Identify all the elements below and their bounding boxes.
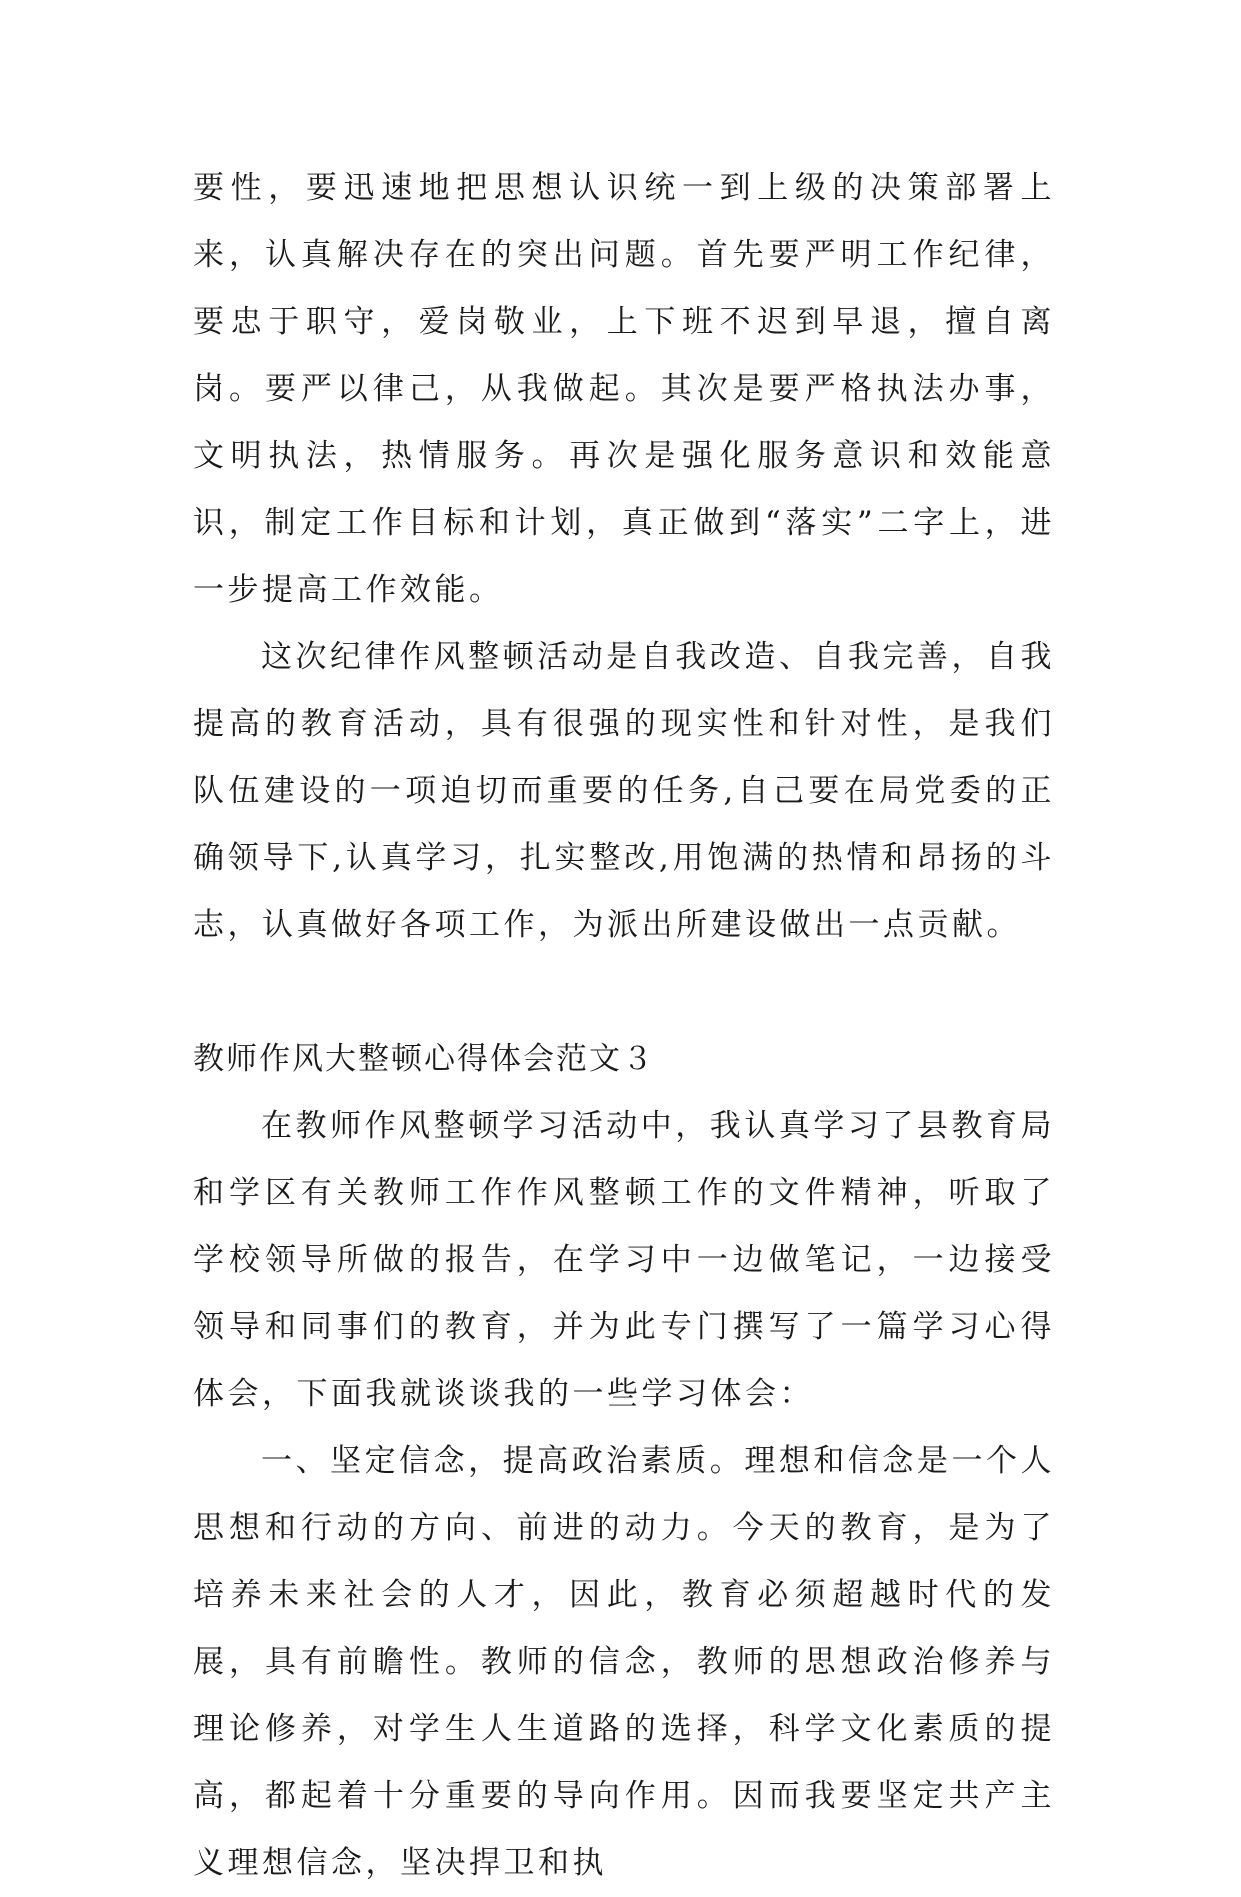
paragraph-point-one: 一、坚定信念，提高政治素质。理想和信念是一个人思想和行动的方向、前进的动力。今天的教育，是为了培养未来社会的人才，因此，教育必须超越时代的发展，具有前瞻性。教师的信念，教师的思想政治修养与理论修养，对学生人生道路的选择，科学文化素质的提高，都起着十分重要的导向作用。因而我要坚定共产主义理想信念，坚决捍卫和执 (193, 1443, 1055, 1881)
paragraph-study-intro: 在教师作风整顿学习活动中，我认真学习了县教育局和学区有关教师工作作风整顿工作的文件精神，听取了学校领导所做的报告，在学习中一边做笔记，一边接受领导和同事们的教育，并为此专门撰写了一篇学习心得体会，下面我就谈谈我的一些学习体会： (193, 1108, 1055, 1412)
document-page (193, 155, 1055, 1897)
paragraph-continuation: 要性，要迅速地把思想认识统一到上级的决策部署上来，认真解决存在的突出问题。首先要严明工作纪律，要忠于职守，爱岗敬业，上下班不迟到早退，擅自离岗。要严以律己，从我做起。其次是要严格执法办事，文明执法，热情服务。再次是强化服务意识和效能意识，制定工作目标和计划，真正做到“落实”二字上，进一步提高工作效能。 (193, 170, 1055, 608)
section-title: 教师作风大整顿心得体会范文３ (193, 1041, 655, 1077)
paragraph-rectification-summary: 这次纪律作风整顿活动是自我改造、自我完善，自我提高的教育活动，具有很强的现实性和针对性，是我们队伍建设的一项迫切而重要的任务,自己要在局党委的正确领导下,认真学习，扎实整改,用饱满的热情和昂扬的斗志，认真做好各项工作，为派出所建设做出一点贡献。 (193, 639, 1055, 943)
section-spacer (193, 959, 1055, 1026)
